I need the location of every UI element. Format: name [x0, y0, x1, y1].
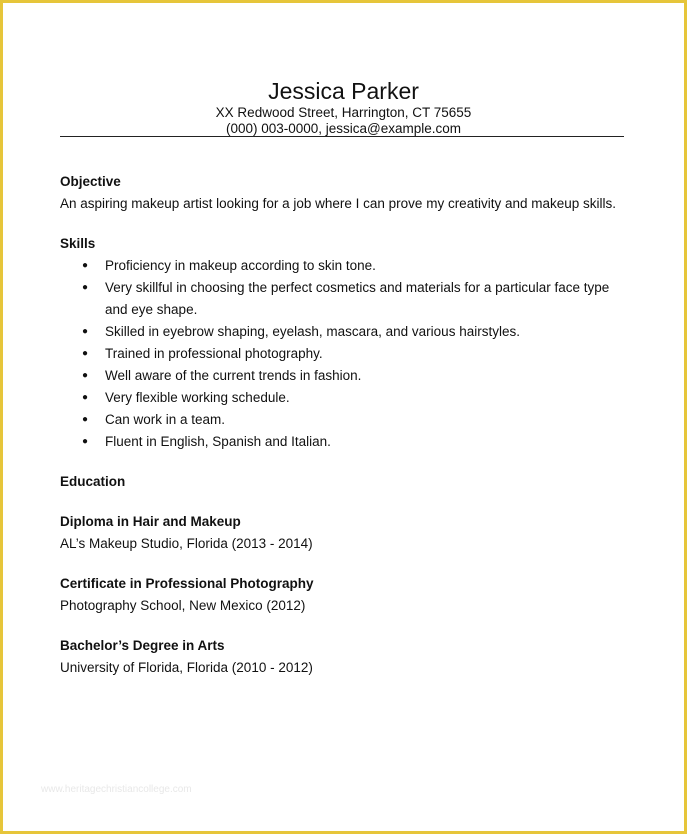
skill-item [60, 431, 625, 453]
skill-item [60, 387, 625, 409]
degree-title: Bachelor’s Degree in Arts [60, 638, 225, 653]
applicant-name: Jessica Parker [268, 78, 419, 104]
contact-line: (000) 003-0000, jessica@example.com [225, 121, 462, 136]
skill-text: Very skillful in choosing the perfect cosmetics and materials for a particular face type and eye shape. [105, 280, 610, 317]
skill-text: Skilled in eyebrow shaping, eyelash, mascara, and various hairstyles. [105, 324, 520, 339]
education-entry [60, 635, 625, 679]
skill-item [60, 409, 625, 431]
skill-text: Proficiency in makeup according to skin tone. [105, 258, 376, 273]
resume-body [60, 171, 625, 679]
objective-section [60, 171, 625, 215]
institution-detail: AL’s Makeup Studio, Florida (2013 - 2014) [60, 536, 313, 551]
skill-item [60, 343, 625, 365]
degree-title: Diploma in Hair and Makeup [60, 514, 241, 529]
bullet-icon: ● [82, 260, 89, 271]
skill-text: Trained in professional photography. [105, 346, 323, 361]
education-section [60, 471, 625, 679]
skill-text: Fluent in English, Spanish and Italian. [105, 434, 331, 449]
education-entry [60, 511, 625, 555]
resume-header [3, 77, 684, 137]
skills-section [60, 233, 625, 453]
skill-item [60, 255, 625, 277]
bullet-icon: ● [82, 392, 89, 403]
institution-detail: Photography School, New Mexico (2012) [60, 598, 306, 613]
skill-item [60, 365, 625, 387]
education-heading: Education [60, 474, 126, 489]
education-entry [60, 573, 625, 617]
bullet-icon: ● [82, 348, 89, 359]
skill-text: Well aware of the current trends in fashion. [105, 368, 362, 383]
bullet-icon: ● [82, 282, 89, 293]
skill-text: Very flexible working schedule. [105, 390, 290, 405]
skill-item [60, 321, 625, 343]
bullet-icon: ● [82, 326, 89, 337]
skill-text: Can work in a team. [105, 412, 226, 427]
header-divider [60, 136, 624, 137]
bullet-icon: ● [82, 414, 89, 425]
skills-list [60, 255, 625, 453]
objective-heading: Objective [60, 174, 121, 189]
bullet-icon: ● [82, 436, 89, 447]
address-line: XX Redwood Street, Harrington, CT 75655 [215, 105, 472, 120]
degree-title: Certificate in Professional Photography [60, 576, 314, 591]
bullet-icon: ● [82, 370, 89, 381]
objective-text: An aspiring makeup artist looking for a job where I can prove my creativity and makeup skills. [60, 196, 617, 211]
watermark-text: www.heritagechristiancollege.com [41, 784, 192, 795]
skill-item [60, 277, 625, 321]
skills-heading: Skills [60, 236, 96, 251]
institution-detail: University of Florida, Florida (2010 - 2012) [60, 660, 313, 675]
